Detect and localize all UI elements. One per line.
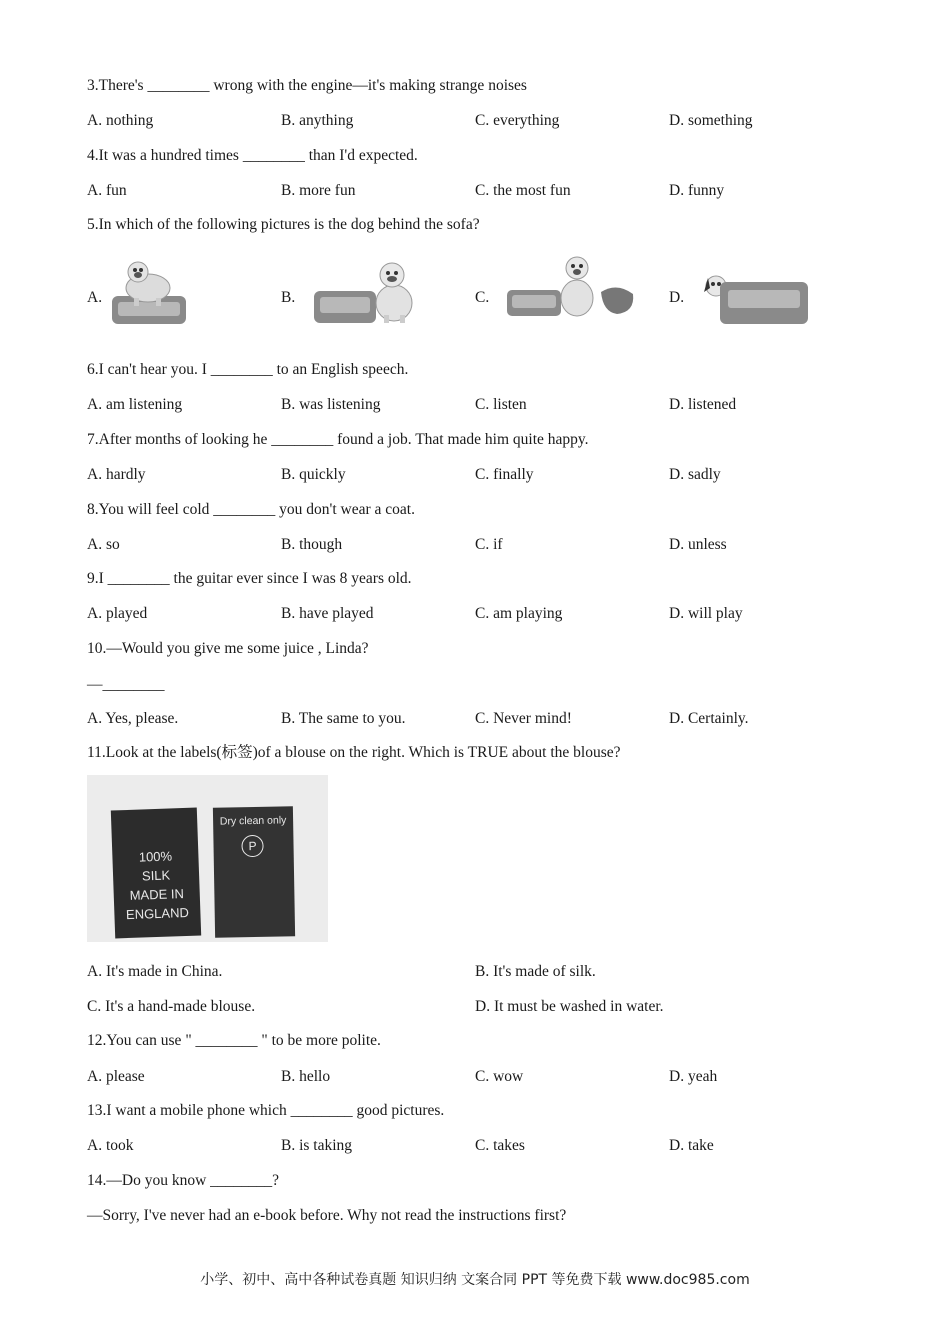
q13-option-b: B. is taking bbox=[281, 1137, 353, 1154]
question-8-stem: 8.You will feel cold ________ you don't wear a coat. bbox=[87, 501, 415, 518]
q6-option-b: B. was listening bbox=[281, 396, 381, 413]
q5-option-b: B. bbox=[281, 289, 296, 306]
question-3-stem: 3.There's ________ wrong with the engine—it's making strange noises bbox=[87, 77, 527, 94]
dog-on-sofa-picture bbox=[108, 258, 190, 328]
q8-option-a: A. so bbox=[87, 536, 120, 553]
silk-label-line-2: SILK bbox=[141, 867, 171, 884]
question-10-stem: 10.—Would you give me some juice , Linda? bbox=[87, 640, 369, 657]
q10-option-a: A. Yes, please. bbox=[87, 710, 179, 727]
care-label-text: Dry clean only bbox=[219, 814, 287, 828]
question-10-reply: —________ bbox=[87, 676, 165, 693]
care-label bbox=[213, 806, 295, 937]
q6-option-a: A. am listening bbox=[87, 396, 183, 413]
q9-option-c: C. am playing bbox=[475, 605, 563, 622]
q9-option-d: D. will play bbox=[669, 605, 743, 622]
q11-option-d: D. It must be washed in water. bbox=[475, 998, 664, 1015]
q12-option-d: D. yeah bbox=[669, 1068, 718, 1085]
question-11-stem: 11.Look at the labels(标签)of a blouse on the right. Which is TRUE about the blouse? bbox=[87, 744, 621, 761]
silk-label-line-1: 100% bbox=[138, 848, 173, 865]
q11-option-b: B. It's made of silk. bbox=[475, 963, 596, 980]
q3-option-a: A. nothing bbox=[87, 112, 154, 129]
q3-option-c: C. everything bbox=[475, 112, 560, 129]
silk-label-line-3: MADE IN bbox=[129, 886, 185, 903]
q13-option-c: C. takes bbox=[475, 1137, 525, 1154]
question-4-stem: 4.It was a hundred times ________ than I'd expected. bbox=[87, 147, 418, 164]
q7-option-b: B. quickly bbox=[281, 466, 346, 483]
q5-option-d: D. bbox=[669, 289, 685, 306]
dog-behind-sofa-picture bbox=[700, 262, 812, 328]
q4-option-d: D. funny bbox=[669, 182, 725, 199]
question-13-stem: 13.I want a mobile phone which ________ good pictures. bbox=[87, 1102, 445, 1119]
q4-option-c: C. the most fun bbox=[475, 182, 571, 199]
q10-option-c: C. Never mind! bbox=[475, 710, 572, 727]
q13-option-d: D. take bbox=[669, 1137, 714, 1154]
dog-beside-sofa-picture bbox=[312, 255, 422, 327]
q8-option-d: D. unless bbox=[669, 536, 727, 553]
q4-option-b: B. more fun bbox=[281, 182, 356, 199]
q9-option-b: B. have played bbox=[281, 605, 374, 622]
q9-option-a: A. played bbox=[87, 605, 148, 622]
page-footer: 小学、初中、高中各种试卷真题 知识归纳 文案合同 PPT 等免费下载 www.doc985.com bbox=[200, 1272, 750, 1288]
silk-label bbox=[111, 808, 201, 939]
q7-option-d: D. sadly bbox=[669, 466, 721, 483]
q7-option-c: C. finally bbox=[475, 466, 534, 483]
q11-option-a: A. It's made in China. bbox=[87, 963, 223, 980]
q3-option-b: B. anything bbox=[281, 112, 354, 129]
question-7-stem: 7.After months of looking he ________ found a job. That made him quite happy. bbox=[87, 431, 589, 448]
q8-option-b: B. though bbox=[281, 536, 343, 553]
dog-between-sofa-picture bbox=[505, 252, 637, 326]
question-5-stem: 5.In which of the following pictures is the dog behind the sofa? bbox=[87, 216, 480, 233]
blouse-labels-photo bbox=[87, 775, 328, 942]
q10-option-d: D. Certainly. bbox=[669, 710, 749, 727]
q5-option-a: A. bbox=[87, 289, 103, 306]
q7-option-a: A. hardly bbox=[87, 466, 146, 483]
q12-option-c: C. wow bbox=[475, 1068, 524, 1085]
question-6-stem: 6.I can't hear you. I ________ to an English speech. bbox=[87, 361, 409, 378]
q12-option-b: B. hello bbox=[281, 1068, 331, 1085]
q6-option-d: D. listened bbox=[669, 396, 737, 413]
q12-option-a: A. please bbox=[87, 1068, 145, 1085]
question-12-stem: 12.You can use " ________ " to be more polite. bbox=[87, 1032, 381, 1049]
q8-option-c: C. if bbox=[475, 536, 503, 553]
q4-option-a: A. fun bbox=[87, 182, 127, 199]
q3-option-d: D. something bbox=[669, 112, 753, 129]
dry-clean-symbol-icon: P bbox=[241, 835, 263, 857]
q11-option-c: C. It's a hand-made blouse. bbox=[87, 998, 256, 1015]
question-14-reply: —Sorry, I've never had an e-book before. Why not read the instructions first? bbox=[87, 1207, 567, 1224]
question-9-stem: 9.I ________ the guitar ever since I was 8 years old. bbox=[87, 570, 412, 587]
q5-option-c: C. bbox=[475, 289, 490, 306]
question-14-stem: 14.—Do you know ________? bbox=[87, 1172, 280, 1189]
silk-label-line-4: ENGLAND bbox=[125, 904, 190, 923]
q6-option-c: C. listen bbox=[475, 396, 527, 413]
q10-option-b: B. The same to you. bbox=[281, 710, 406, 727]
q13-option-a: A. took bbox=[87, 1137, 134, 1154]
